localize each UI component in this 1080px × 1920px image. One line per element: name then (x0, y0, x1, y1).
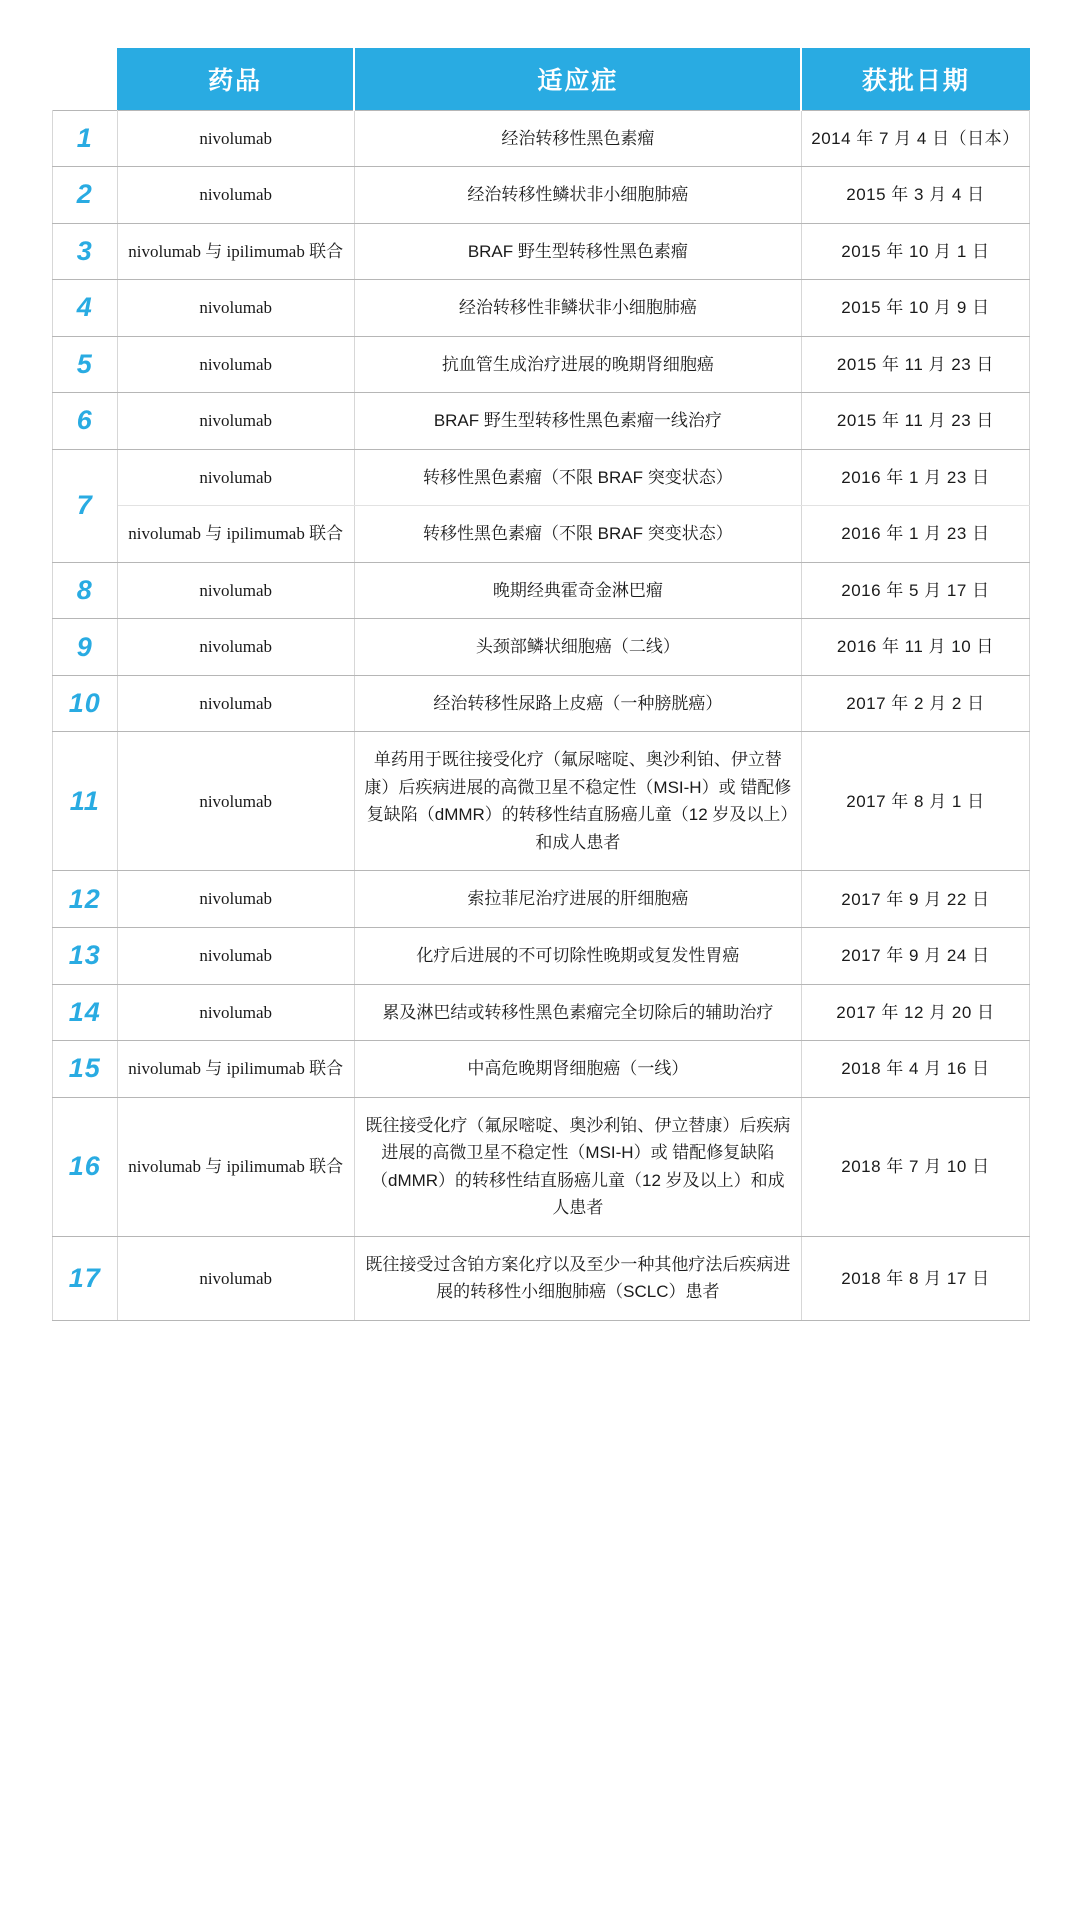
row-drug: nivolumab (117, 336, 354, 393)
row-drug: nivolumab 与 ipilimumab 联合 (117, 1041, 354, 1098)
row-index: 8 (53, 562, 118, 619)
row-index: 15 (53, 1041, 118, 1098)
row-date: 2017 年 9 月 24 日 (801, 928, 1029, 985)
row-index: 5 (53, 336, 118, 393)
table-row (53, 675, 1030, 732)
column-header-index (53, 48, 118, 110)
table-row (53, 984, 1030, 1041)
row-index: 10 (53, 675, 118, 732)
table-row (53, 732, 1030, 871)
row-date: 2016 年 1 月 23 日 (801, 506, 1029, 563)
column-header-indication: 适应症 (354, 48, 801, 110)
row-date: 2017 年 12 月 20 日 (801, 984, 1029, 1041)
table-row (53, 562, 1030, 619)
row-index: 11 (53, 732, 118, 871)
row-date: 2016 年 5 月 17 日 (801, 562, 1029, 619)
row-drug: nivolumab (117, 984, 354, 1041)
row-drug: nivolumab 与 ipilimumab 联合 (117, 506, 354, 563)
row-index: 4 (53, 280, 118, 337)
row-indication: BRAF 野生型转移性黑色素瘤一线治疗 (354, 393, 801, 450)
row-indication: 累及淋巴结或转移性黑色素瘤完全切除后的辅助治疗 (354, 984, 801, 1041)
row-index: 13 (53, 928, 118, 985)
row-indication: 既往接受化疗（氟尿嘧啶、奥沙利铂、伊立替康）后疾病进展的高微卫星不稳定性（MSI-H）或 错配修复缺陷（dMMR）的转移性结直肠癌儿童（12 岁及以上）和成人患者 (354, 1097, 801, 1236)
row-indication: 既往接受过含铂方案化疗以及至少一种其他疗法后疾病进展的转移性小细胞肺癌（SCLC）患者 (354, 1236, 801, 1320)
approvals-table (52, 48, 1030, 1321)
row-drug: nivolumab (117, 871, 354, 928)
row-date: 2015 年 10 月 9 日 (801, 280, 1029, 337)
row-drug: nivolumab (117, 449, 354, 506)
row-date: 2018 年 4 月 16 日 (801, 1041, 1029, 1098)
row-date: 2014 年 7 月 4 日（日本） (801, 110, 1029, 167)
column-header-drug: 药品 (117, 48, 354, 110)
row-drug: nivolumab (117, 393, 354, 450)
row-index: 17 (53, 1236, 118, 1320)
row-indication: BRAF 野生型转移性黑色素瘤 (354, 223, 801, 280)
row-indication: 中高危晚期肾细胞癌（一线） (354, 1041, 801, 1098)
row-drug: nivolumab 与 ipilimumab 联合 (117, 223, 354, 280)
column-header-date: 获批日期 (801, 48, 1029, 110)
table-row (53, 871, 1030, 928)
row-indication: 索拉菲尼治疗进展的肝细胞癌 (354, 871, 801, 928)
table-row (53, 223, 1030, 280)
table-row (53, 167, 1030, 224)
row-date: 2018 年 7 月 10 日 (801, 1097, 1029, 1236)
row-index: 7 (53, 449, 118, 562)
row-date: 2017 年 2 月 2 日 (801, 675, 1029, 732)
row-index: 9 (53, 619, 118, 676)
row-indication: 经治转移性非鳞状非小细胞肺癌 (354, 280, 801, 337)
table-row (53, 393, 1030, 450)
row-indication: 头颈部鳞状细胞癌（二线） (354, 619, 801, 676)
row-date: 2017 年 9 月 22 日 (801, 871, 1029, 928)
row-index: 14 (53, 984, 118, 1041)
row-drug: nivolumab (117, 619, 354, 676)
row-date: 2018 年 8 月 17 日 (801, 1236, 1029, 1320)
row-indication: 晚期经典霍奇金淋巴瘤 (354, 562, 801, 619)
table-header (53, 48, 1030, 110)
row-indication: 经治转移性尿路上皮癌（一种膀胱癌） (354, 675, 801, 732)
row-indication: 转移性黑色素瘤（不限 BRAF 突变状态） (354, 449, 801, 506)
row-index: 6 (53, 393, 118, 450)
table-row (53, 110, 1030, 167)
row-date: 2015 年 10 月 1 日 (801, 223, 1029, 280)
row-drug: nivolumab (117, 562, 354, 619)
row-drug: nivolumab (117, 1236, 354, 1320)
row-date: 2015 年 11 月 23 日 (801, 393, 1029, 450)
row-drug: nivolumab (117, 675, 354, 732)
table-row (53, 928, 1030, 985)
table-row (53, 336, 1030, 393)
row-date: 2016 年 1 月 23 日 (801, 449, 1029, 506)
table-body (53, 110, 1030, 1320)
row-date: 2015 年 11 月 23 日 (801, 336, 1029, 393)
row-drug: nivolumab 与 ipilimumab 联合 (117, 1097, 354, 1236)
table-row (53, 506, 1030, 563)
header-row (53, 48, 1030, 110)
row-indication: 抗血管生成治疗进展的晚期肾细胞癌 (354, 336, 801, 393)
table-row (53, 280, 1030, 337)
row-index: 1 (53, 110, 118, 167)
row-index: 3 (53, 223, 118, 280)
table-row (53, 1041, 1030, 1098)
row-indication: 转移性黑色素瘤（不限 BRAF 突变状态） (354, 506, 801, 563)
row-index: 16 (53, 1097, 118, 1236)
row-date: 2015 年 3 月 4 日 (801, 167, 1029, 224)
row-indication: 经治转移性鳞状非小细胞肺癌 (354, 167, 801, 224)
row-drug: nivolumab (117, 732, 354, 871)
row-indication: 经治转移性黑色素瘤 (354, 110, 801, 167)
row-drug: nivolumab (117, 280, 354, 337)
row-drug: nivolumab (117, 110, 354, 167)
row-index: 2 (53, 167, 118, 224)
row-indication: 单药用于既往接受化疗（氟尿嘧啶、奥沙利铂、伊立替康）后疾病进展的高微卫星不稳定性（MSI-H）或 错配修复缺陷（dMMR）的转移性结直肠癌儿童（12 岁及以上）和成人患者 (354, 732, 801, 871)
table-row (53, 1236, 1030, 1320)
row-date: 2016 年 11 月 10 日 (801, 619, 1029, 676)
table-row (53, 1097, 1030, 1236)
row-drug: nivolumab (117, 928, 354, 985)
row-indication: 化疗后进展的不可切除性晚期或复发性胃癌 (354, 928, 801, 985)
table-row (53, 449, 1030, 506)
table-row (53, 619, 1030, 676)
row-drug: nivolumab (117, 167, 354, 224)
row-index: 12 (53, 871, 118, 928)
row-date: 2017 年 8 月 1 日 (801, 732, 1029, 871)
